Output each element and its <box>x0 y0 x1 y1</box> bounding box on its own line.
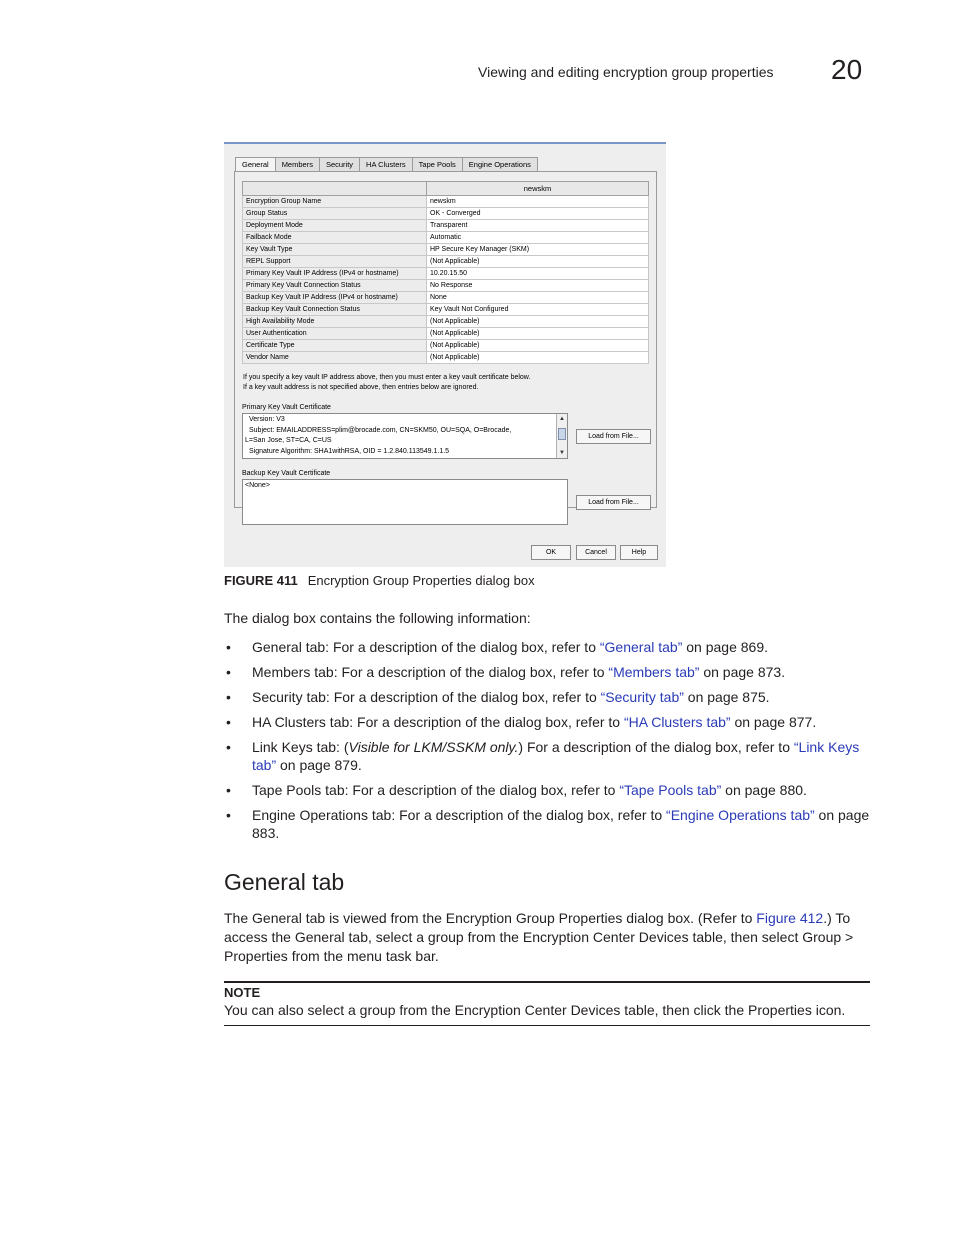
property-value[interactable]: 10.20.15.50 <box>427 268 649 280</box>
cert-line: L=San Jose, ST=CA, C=US <box>245 437 332 444</box>
text-run: Properties <box>748 1002 812 1018</box>
property-name: REPL Support <box>243 256 427 268</box>
property-name: Vendor Name <box>243 352 427 364</box>
table-row[interactable] <box>243 244 649 256</box>
item-italic: Visible for LKM/SSKM only. <box>348 739 519 755</box>
property-value[interactable]: None <box>427 292 649 304</box>
tab-engine-operations[interactable]: Engine Operations <box>462 157 538 171</box>
tab-tape-pools[interactable]: Tape Pools <box>412 157 463 171</box>
item-tail: on page 879. <box>276 757 362 773</box>
table-row[interactable] <box>243 280 649 292</box>
info-line: If a key vault address is not specified above, then entries below are ignored. <box>243 384 479 391</box>
table-column-header: newskm <box>427 182 649 196</box>
cert-line: Version: V3 <box>249 416 285 423</box>
bullet-icon: • <box>226 782 231 798</box>
backup-cert-label: Backup Key Vault Certificate <box>242 470 331 477</box>
text-run: General <box>252 910 302 926</box>
note-label: NOTE <box>224 985 261 1000</box>
text-run: Encryption Center Devices <box>454 1002 621 1018</box>
tab-general[interactable]: General <box>235 157 276 172</box>
tape-pools-tab-link[interactable]: “Tape Pools tab” <box>619 782 722 798</box>
property-value[interactable]: newskm <box>427 196 649 208</box>
security-tab-link[interactable]: “Security tab” <box>600 689 684 705</box>
list-item <box>224 663 874 681</box>
term: Engine Operations <box>252 807 368 823</box>
text-run: tab is viewed from the <box>301 910 446 926</box>
list-item <box>224 806 874 842</box>
text-run: from the menu task bar. <box>287 948 439 964</box>
text-run: dialog box. (Refer to <box>622 910 757 926</box>
cert-scrollbar[interactable] <box>556 414 567 458</box>
property-name: User Authentication <box>243 328 427 340</box>
item-text: tab: For a description of the dialog box, refer to <box>301 639 600 655</box>
bullet-icon: • <box>226 639 231 655</box>
property-name: Primary Key Vault IP Address (IPv4 or hostname) <box>243 268 427 280</box>
text-run: table, then select <box>688 929 803 945</box>
engine-operations-tab-link[interactable]: “Engine Operations tab” <box>666 807 815 823</box>
scroll-thumb[interactable] <box>558 428 566 440</box>
item-text: tab: For a description of the dialog box, refer to <box>302 689 601 705</box>
figure-412-link[interactable]: Figure 412 <box>756 910 824 926</box>
property-value: (Not Applicable) <box>427 256 649 268</box>
text-run: The <box>224 910 253 926</box>
dialog-tab-strip <box>235 157 537 171</box>
property-name: Deployment Mode <box>243 220 427 232</box>
term: General <box>252 639 302 655</box>
properties-table <box>242 181 649 364</box>
item-tail: on page 880. <box>721 782 807 798</box>
list-item <box>224 688 874 706</box>
bullet-icon: • <box>226 664 231 680</box>
table-row[interactable] <box>243 340 649 352</box>
cert-line: Subject: EMAILADDRESS=plim@brocade.com, CN=SKM50, OU=SQA, O=Brocade, <box>249 426 512 434</box>
term: Members <box>252 664 311 680</box>
item-text: tab: For a description of the dialog box, refer to <box>367 807 667 823</box>
key-vault-info-text <box>243 373 530 393</box>
term: Link Keys <box>252 739 313 755</box>
property-value[interactable]: Automatic <box>427 232 649 244</box>
tab-ha-clusters[interactable]: HA Clusters <box>359 157 413 171</box>
table-row[interactable] <box>243 268 649 280</box>
table-row[interactable] <box>243 232 649 244</box>
term: Tape Pools <box>252 782 322 798</box>
table-row[interactable] <box>243 196 649 208</box>
property-name: High Availability Mode <box>243 316 427 328</box>
term: HA Clusters <box>252 714 326 730</box>
property-value: (Not Applicable) <box>427 352 649 364</box>
property-value[interactable]: HP Secure Key Manager (SKM) <box>427 244 649 256</box>
tab-members[interactable]: Members <box>275 157 320 171</box>
table-row[interactable] <box>243 292 649 304</box>
general-tab-paragraph <box>224 909 874 966</box>
note-bottom-rule <box>224 1025 870 1026</box>
table-row[interactable] <box>243 352 649 364</box>
text-run: icon. <box>811 1002 846 1018</box>
property-name: Encryption Group Name <box>243 196 427 208</box>
property-value: OK - Converged <box>427 208 649 220</box>
primary-cert-textarea[interactable] <box>242 413 568 459</box>
section-heading: General tab <box>224 869 345 895</box>
property-value: Key Vault Not Configured <box>427 304 649 316</box>
text-run: tab, select a group from the <box>344 929 523 945</box>
ok-button[interactable]: OK <box>531 545 571 560</box>
cert-line: Signature Algorithm: SHA1withRSA, OID = 1.2.840.113549.1.1.5 <box>249 447 450 455</box>
item-tail: on page 875. <box>683 689 770 705</box>
item-tail: on page 877. <box>730 714 817 730</box>
note-text <box>224 1002 845 1018</box>
figure-caption <box>224 573 535 588</box>
property-name: Certificate Type <box>243 340 427 352</box>
property-value: No Response <box>427 280 649 292</box>
property-value: (Not Applicable) <box>427 316 649 328</box>
tab-security[interactable]: Security <box>319 157 360 171</box>
text-run: General <box>294 929 345 945</box>
property-name: Group Status <box>243 208 427 220</box>
text-run: You can also select a group from the <box>224 1002 455 1018</box>
table-row[interactable] <box>243 316 649 328</box>
chapter-number: 20 <box>831 54 863 85</box>
figure-caption-text: Encryption Group Properties dialog box <box>307 573 535 588</box>
table-corner-header <box>243 182 427 196</box>
property-name: Backup Key Vault Connection Status <box>243 304 427 316</box>
text-run: .) To access the <box>224 910 851 945</box>
text-run: table, then click the <box>620 1002 749 1018</box>
term: Security <box>252 689 303 705</box>
general-tab-link[interactable]: “General tab” <box>599 639 683 655</box>
text-run: Group > Properties <box>224 929 854 964</box>
tab-description-list <box>224 638 874 849</box>
item-text: tab: For a description of the dialog box, refer to <box>310 664 609 680</box>
general-tab-panel <box>234 171 657 508</box>
item-text: ) For a description of the dialog box, refer to <box>518 739 794 755</box>
bullet-icon: • <box>226 807 231 823</box>
help-button[interactable]: Help <box>620 545 658 560</box>
list-item <box>224 713 874 731</box>
property-name: Backup Key Vault IP Address (IPv4 or hostname) <box>243 292 427 304</box>
scroll-up-icon[interactable]: ▲ <box>559 416 565 422</box>
item-tail: on page 873. <box>699 664 786 680</box>
intro-paragraph: The dialog box contains the following information: <box>224 610 531 626</box>
table-row[interactable] <box>243 328 649 340</box>
table-row[interactable] <box>243 304 649 316</box>
bullet-icon: • <box>226 739 231 755</box>
item-text: tab: For a description of the dialog box, refer to <box>325 714 624 730</box>
property-name: Failback Mode <box>243 232 427 244</box>
text-run: Encryption Group Properties <box>445 910 623 926</box>
table-row[interactable] <box>243 220 649 232</box>
list-item <box>224 638 874 656</box>
item-text: tab: ( <box>312 739 349 755</box>
property-value: Transparent <box>427 220 649 232</box>
table-row[interactable] <box>243 208 649 220</box>
primary-cert-label: Primary Key Vault Certificate <box>242 404 331 411</box>
load-backup-cert-button[interactable]: Load from File... <box>576 495 651 510</box>
scroll-down-icon[interactable]: ▼ <box>559 450 565 456</box>
item-text: tab: For a description of the dialog box, refer to <box>321 782 620 798</box>
item-tail: on page 869. <box>682 639 768 655</box>
bullet-icon: • <box>226 689 231 705</box>
info-line: If you specify a key vault IP address above, then you must enter a key vault certificate below. <box>243 374 531 381</box>
note-top-rule <box>224 981 870 983</box>
property-name: Key Vault Type <box>243 244 427 256</box>
load-primary-cert-button[interactable]: Load from File... <box>576 429 651 444</box>
ha-clusters-tab-link[interactable]: “HA Clusters tab” <box>623 714 731 730</box>
list-item <box>224 738 874 774</box>
running-header-title: Viewing and editing encryption group properties <box>478 64 774 80</box>
link-keys-tab-link[interactable]: “Link Keys tab” <box>252 739 860 773</box>
cancel-button[interactable]: Cancel <box>576 545 616 560</box>
item-tail: on page 883. <box>252 807 870 841</box>
members-tab-link[interactable]: “Members tab” <box>608 664 700 680</box>
list-item <box>224 781 874 799</box>
figure-number: FIGURE 411 <box>224 573 298 588</box>
backup-cert-textarea[interactable]: <None> <box>242 479 568 525</box>
encryption-group-properties-dialog <box>224 142 666 567</box>
text-run: Encryption Center Devices <box>522 929 689 945</box>
property-value: (Not Applicable) <box>427 328 649 340</box>
property-name: Primary Key Vault Connection Status <box>243 280 427 292</box>
property-value: (Not Applicable) <box>427 340 649 352</box>
table-row[interactable] <box>243 256 649 268</box>
bullet-icon: • <box>226 714 231 730</box>
